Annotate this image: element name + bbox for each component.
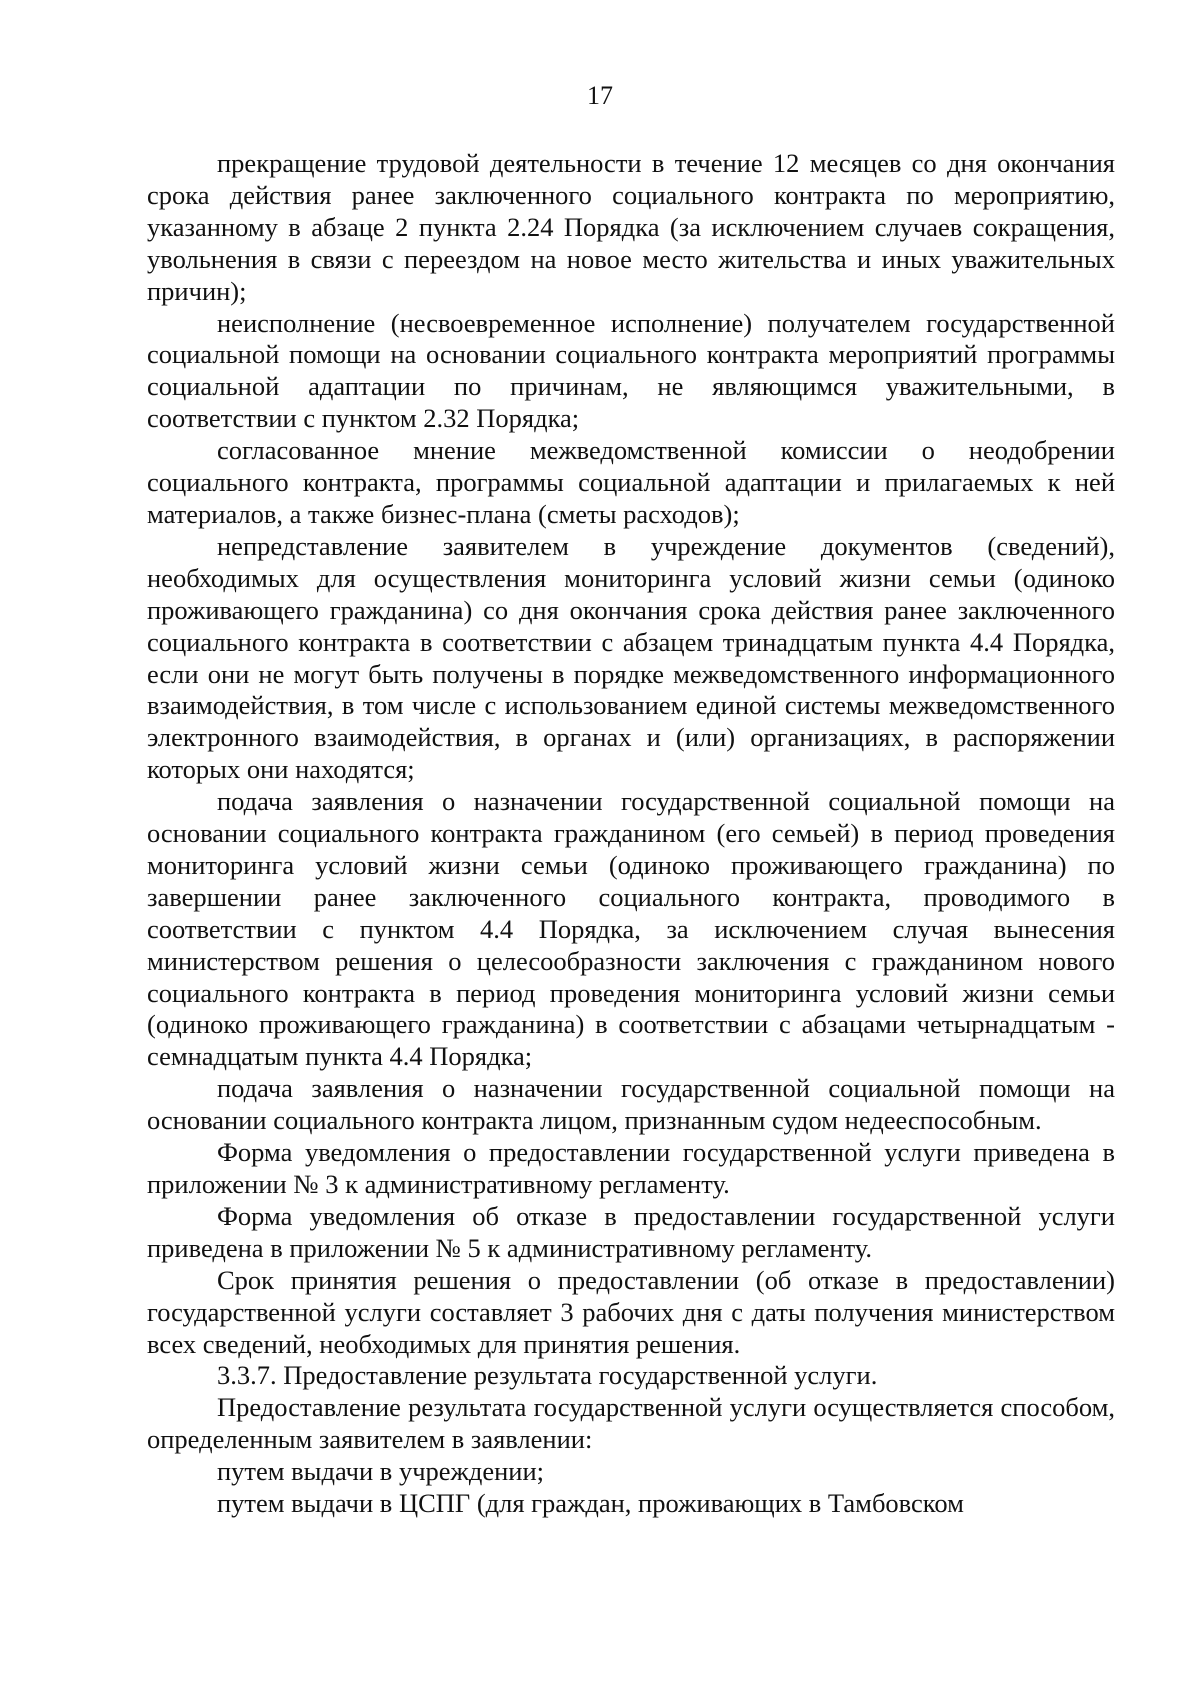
paragraph: согласованное мнение межведомственной комиссии о неодобрении социального контракта, программы социальной адаптации и прилагаемых к ней материалов, а также бизнес-плана (сметы расходов); [147, 435, 1115, 529]
document-body [147, 148, 1115, 1520]
paragraph: Предоставление результата государственной услуги осуществляется способом, определенным заявителем в заявлении: [147, 1392, 1115, 1455]
page-number: 17 [587, 81, 613, 110]
paragraph: путем выдачи в ЦСПГ (для граждан, проживающих в Тамбовском [217, 1488, 964, 1519]
paragraph: Срок принятия решения о предоставлении (об отказе в предоставлении) государственной услуги составляет 3 рабочих дня с даты получения министерством всех сведений, необходимых для принятия решения. [147, 1264, 1115, 1359]
paragraph: Форма уведомления об отказе в предоставлении государственной услуги приведена в приложении № 5 к административному регламенту. [147, 1200, 1115, 1263]
paragraph: подача заявления о назначении государственной социальной помощи на основании социального контракта лицом, признанным судом недееспособным. [147, 1073, 1115, 1136]
paragraph: путем выдачи в учреждении; [217, 1456, 544, 1487]
paragraph: подача заявления о назначении государственной социальной помощи на основании социального контракта гражданином (его семьей) в период проведения мониторинга условий жизни семьи (одиноко проживающего гражданина) по завершении ранее заключенного социального контракта, проводимого в соответствии с пунктом 4.4 Порядка, за исключением случая вынесения министерством решения о целесообразности заключения с гражданином нового социального контракта в период проведения мониторинга условий жизни семьи (одиноко проживающего гражданина) в соответствии с абзацами четырнадцатым - семнадцатым пункта 4.4 Порядка; [147, 786, 1115, 1072]
section-heading: 3.3.7. Предоставление результата государственной услуги. [217, 1360, 878, 1391]
paragraph: Форма уведомления о предоставлении государственной услуги приведена в приложении № 3 к административному регламенту. [147, 1137, 1115, 1199]
paragraph: непредставление заявителем в учреждение документов (сведений), необходимых для осуществления мониторинга условий жизни семьи (одиноко проживающего гражданина) со дня окончания срока действия ранее заключенного социального контракта в соответствии с абзацем тринадцатым пункта 4.4 Порядка, если они не могут быть получены в порядке межведомственного информационного взаимодействия, в том числе с использованием единой системы межведомственного электронного взаимодействия, в органах и (или) организациях, в распоряжении которых они находятся; [147, 530, 1115, 785]
paragraph: прекращение трудовой деятельности в течение 12 месяцев со дня окончания срока действия ранее заключенного социального контракта по мероприятию, указанному в абзаце 2 пункта 2.24 Порядка (за исключением случаев сокращения, увольнения в связи с переездом на новое место жительства и иных уважительных причин); [147, 148, 1115, 306]
paragraph: неисполнение (несвоевременное исполнение) получателем государственной социальной помощи на основании социального контракта мероприятий программы социальной адаптации по причинам, не являющимся уважительными, в соответствии с пунктом 2.32 Порядка; [147, 307, 1115, 434]
